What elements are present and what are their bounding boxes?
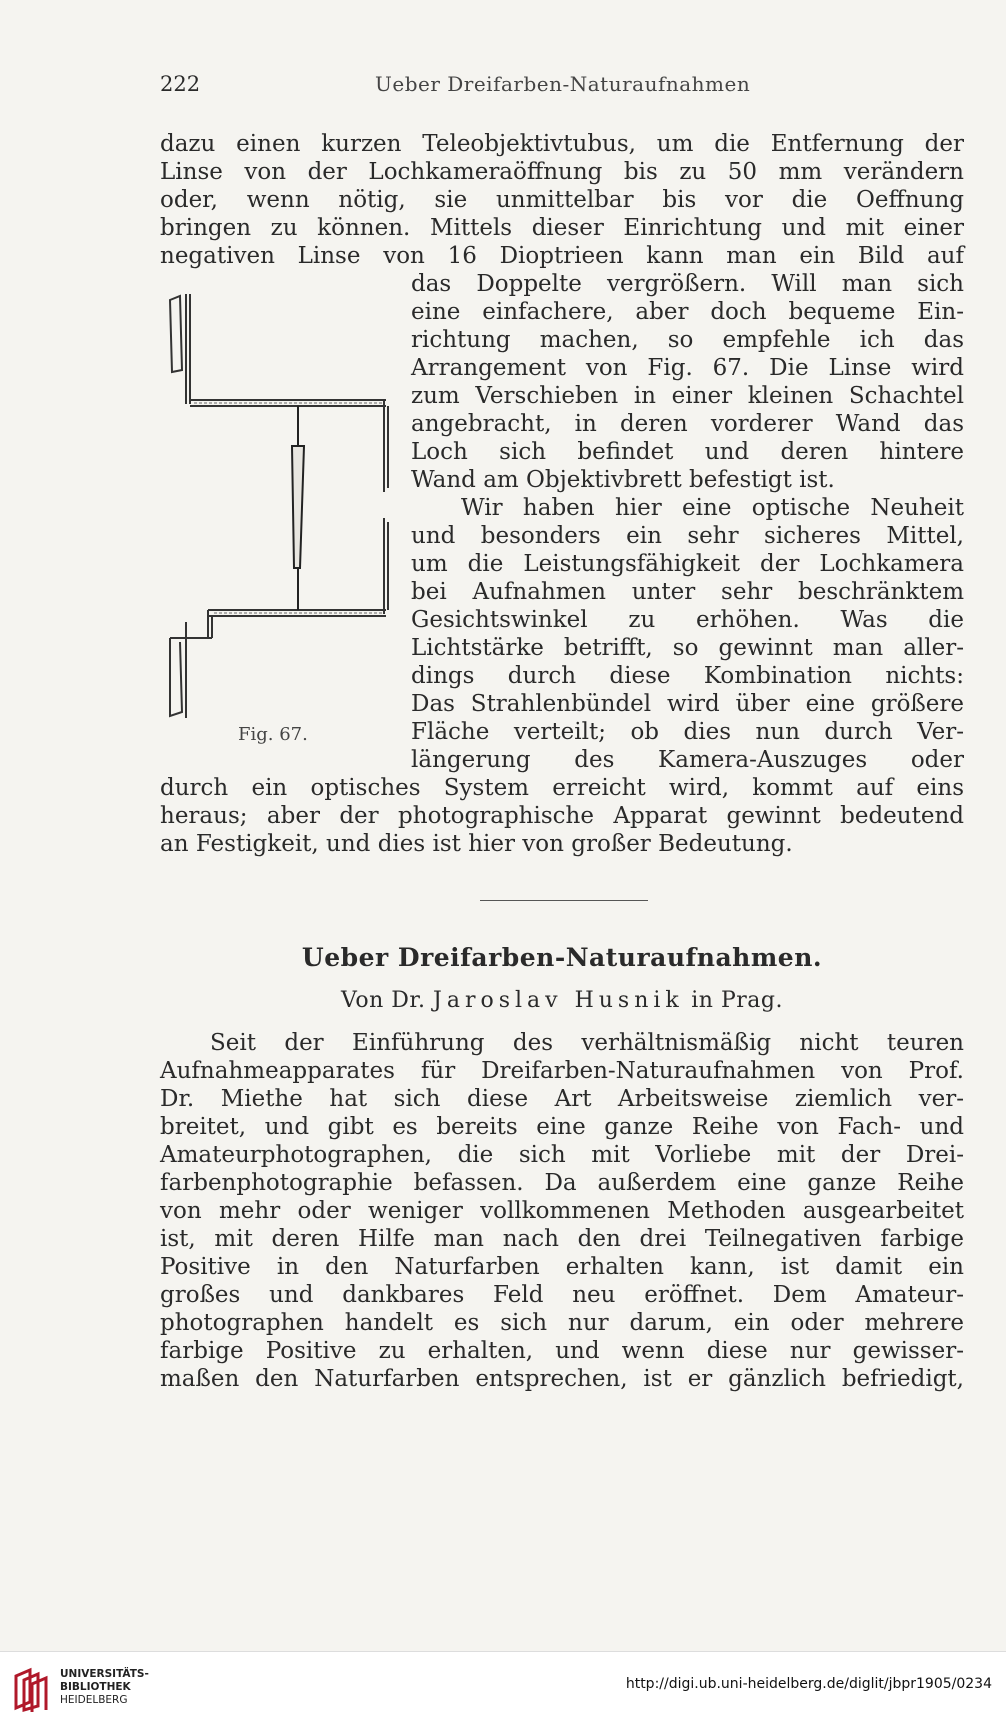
text-line: Lichtstärke betrifft, so gewinnt man aller-: [411, 635, 964, 661]
text-line: Positive in den Naturfarben erhalten kann, ist damit ein: [160, 1254, 964, 1280]
logo-line: HEIDELBERG: [60, 1694, 128, 1706]
text-line: um die Leistungsfähigkeit der Lochkamera: [411, 551, 964, 577]
text-line: farbenphotographie befassen. Da außerdem eine ganze Reihe: [160, 1170, 964, 1196]
running-title: Ueber Dreifarben-Naturaufnahmen: [375, 72, 751, 96]
text-line: Fläche verteilt; ob dies nun durch Ver-: [411, 719, 964, 745]
text-line: bringen zu können. Mittels dieser Einrichtung und mit einer: [160, 215, 964, 241]
section-divider: [480, 900, 648, 901]
author-suffix: in Prag.: [691, 988, 783, 1013]
text-line: bei Aufnahmen unter sehr beschränktem: [411, 579, 964, 605]
text-line: an Festigkeit, und dies ist hier von großer Bedeutung.: [160, 831, 793, 857]
text-line: zum Verschieben in einer kleinen Schachtel: [411, 383, 964, 409]
text-line: durch ein optisches System erreicht wird, kommt auf eins: [160, 775, 964, 801]
text-line: Amateurphotographen, die sich mit Vorliebe mit der Drei-: [160, 1142, 964, 1168]
text-line: ist, mit deren Hilfe man nach den drei Teilnegativen farbige: [160, 1226, 964, 1252]
text-line: von mehr oder weniger vollkommenen Methoden ausgearbeitet: [160, 1198, 964, 1224]
text-line: angebracht, in deren vorderer Wand das: [411, 411, 964, 437]
text-line: längerung des Kamera-Auszuges oder: [411, 747, 964, 773]
footer-bar: [0, 1651, 1006, 1722]
text-line: Dr. Miethe hat sich diese Art Arbeitsweise ziemlich ver-: [160, 1086, 964, 1112]
logo-line: UNIVERSITÄTS-: [60, 1668, 149, 1680]
text-line: dazu einen kurzen Teleobjektivtubus, um die Entfernung der: [160, 131, 964, 157]
page-header: [160, 72, 960, 102]
library-logo-icon: [12, 1666, 56, 1712]
text-line: photographen handelt es sich nur darum, ein oder mehrere: [160, 1310, 964, 1336]
figure-caption: Fig. 67.: [238, 724, 308, 745]
text-line: Arrangement von Fig. 67. Die Linse wird: [411, 355, 964, 381]
text-line: farbige Positive zu erhalten, und wenn diese nur gewisser-: [160, 1338, 964, 1364]
text-line: Wir haben hier eine optische Neuheit: [461, 495, 964, 521]
page-number: 222: [160, 72, 201, 96]
author-line: [160, 988, 964, 1013]
text-line: Seit der Einführung des verhältnismäßig nicht teuren: [210, 1030, 964, 1056]
text-line: maßen den Naturfarben entsprechen, ist er gänzlich befriedigt,: [160, 1366, 964, 1392]
logo-line: BIBLIOTHEK: [60, 1681, 131, 1693]
text-line: heraus; aber der photographische Apparat gewinnt bedeutend: [160, 803, 964, 829]
text-line: dings durch diese Kombination nichts:: [411, 663, 964, 689]
text-line: Aufnahmeapparates für Dreifarben-Naturaufnahmen von Prof.: [160, 1058, 964, 1084]
text-line: und besonders ein sehr sicheres Mittel,: [411, 523, 964, 549]
text-line: das Doppelte vergrößern. Will man sich: [411, 271, 964, 297]
text-line: breitet, und gibt es bereits eine ganze Reihe von Fach- und: [160, 1114, 964, 1140]
author-prefix: Von Dr.: [341, 988, 426, 1013]
text-line: großes und dankbares Feld neu eröffnet. Dem Amateur-: [160, 1282, 964, 1308]
text-line: negativen Linse von 16 Dioptrieen kann man ein Bild auf: [160, 243, 964, 269]
author-name: Jaroslav Husnik: [433, 988, 684, 1013]
text-line: Linse von der Lochkameraöffnung bis zu 50 mm verändern: [160, 159, 964, 185]
figure-67-drawing: [168, 292, 398, 722]
text-line: richtung machen, so empfehle ich das: [411, 327, 964, 353]
text-line: Wand am Objektivbrett befestigt ist.: [411, 467, 835, 493]
text-line: Das Strahlenbündel wird über eine größere: [411, 691, 964, 717]
text-line: Loch sich befindet und deren hintere: [411, 439, 964, 465]
text-line: oder, wenn nötig, sie unmittelbar bis vor die Oeffnung: [160, 187, 964, 213]
library-logo-text: [60, 1668, 149, 1707]
source-url-link[interactable]: http://digi.ub.uni-heidelberg.de/diglit/jbpr1905/0234: [625, 1676, 992, 1692]
section-title: Ueber Dreifarben-Naturaufnahmen.: [301, 943, 823, 972]
text-line: Gesichtswinkel zu erhöhen. Was die: [411, 607, 964, 633]
text-line: eine einfachere, aber doch bequeme Ein-: [411, 299, 964, 325]
